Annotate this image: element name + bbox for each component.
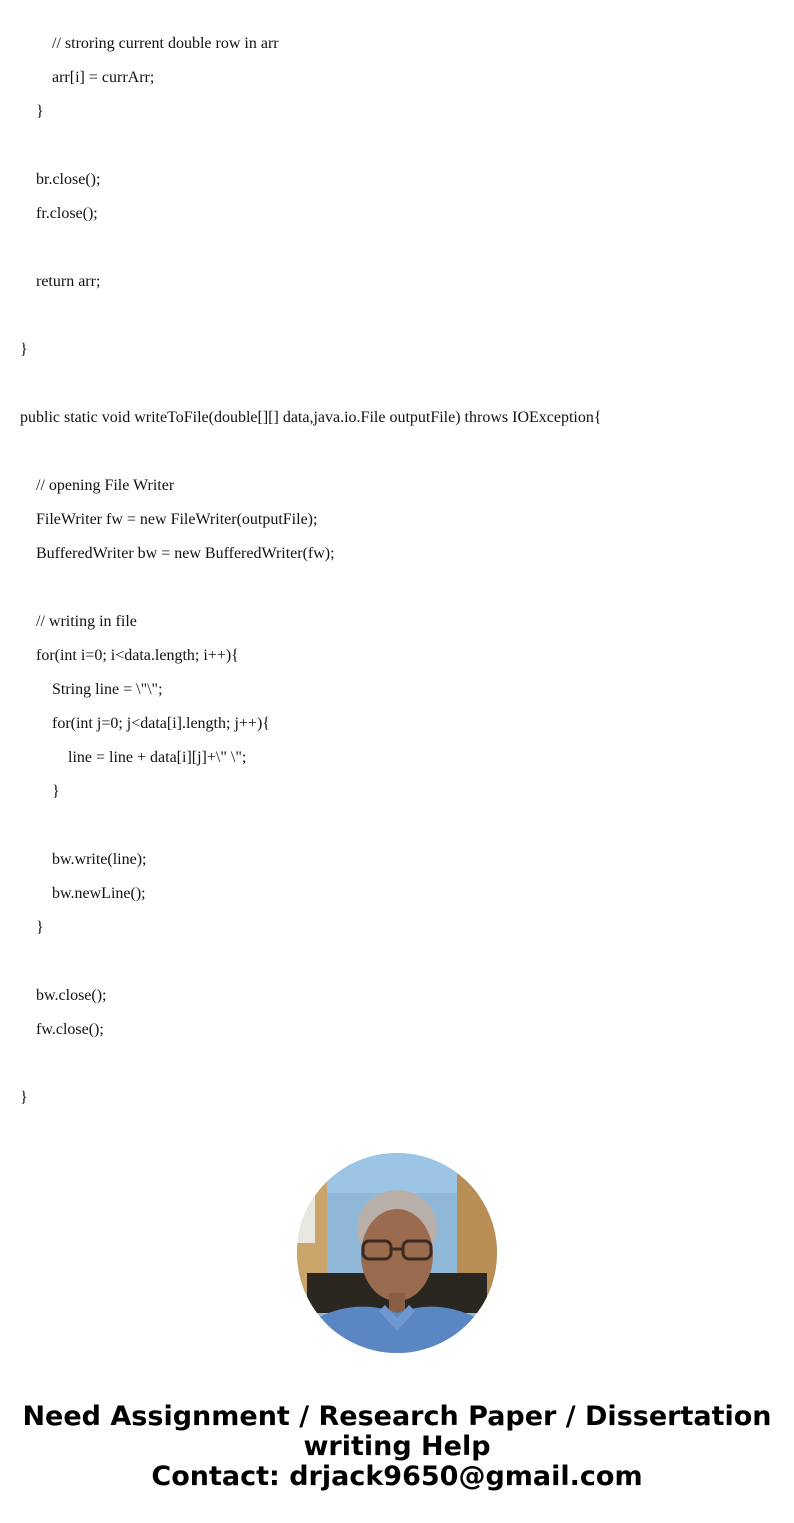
- code-line: bw.newLine();: [52, 885, 146, 902]
- code-line: [20, 945, 780, 979]
- code-line: line = line + data[i][j]+\" \";: [68, 749, 247, 766]
- code-line: }: [20, 1089, 28, 1106]
- contact-footer: [0, 1402, 794, 1492]
- code-line: [20, 367, 780, 401]
- code-line: // stroring current double row in arr: [52, 35, 279, 52]
- code-line: }: [36, 103, 44, 120]
- code-line: public static void writeToFile(double[][] data,java.io.File outputFile) throws IOException{: [20, 409, 602, 426]
- code-line: return arr;: [36, 273, 101, 290]
- code-line: fw.close();: [36, 1021, 104, 1038]
- code-line: [20, 1047, 780, 1081]
- code-line: for(int i=0; i<data.length; i++){: [36, 647, 239, 664]
- code-line: fr.close();: [36, 205, 98, 222]
- code-line: [20, 299, 780, 333]
- code-line: for(int j=0; j<data[i].length; j++){: [52, 715, 270, 732]
- code-line: BufferedWriter bw = new BufferedWriter(fw);: [36, 545, 335, 562]
- code-line: br.close();: [36, 171, 101, 188]
- code-line: // writing in file: [36, 613, 137, 630]
- footer-contact: Contact: drjack9650@gmail.com: [151, 1461, 643, 1492]
- code-line: }: [20, 341, 28, 358]
- code-line: arr[i] = currArr;: [52, 69, 155, 86]
- avatar-image: [297, 1153, 497, 1353]
- code-line: [20, 231, 780, 265]
- footer-heading: Need Assignment / Research Paper / Dissertation writing Help: [22, 1401, 772, 1462]
- code-listing: [20, 27, 780, 1115]
- code-line: bw.close();: [36, 987, 107, 1004]
- code-line: [20, 435, 780, 469]
- code-line: [20, 571, 780, 605]
- code-line: }: [36, 919, 44, 936]
- code-line: }: [52, 783, 60, 800]
- code-line: bw.write(line);: [52, 851, 147, 868]
- author-avatar: [297, 1153, 497, 1353]
- code-line: FileWriter fw = new FileWriter(outputFile);: [36, 511, 318, 528]
- code-line: [20, 129, 780, 163]
- code-line: [20, 809, 780, 843]
- code-line: // opening File Writer: [36, 477, 175, 494]
- code-line: String line = \"\";: [52, 681, 163, 698]
